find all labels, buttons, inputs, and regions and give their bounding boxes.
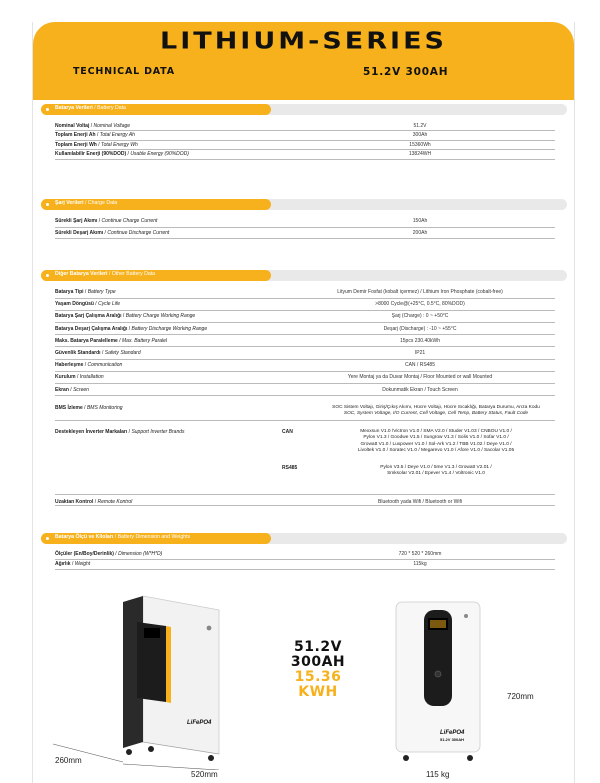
table-row [55,347,555,359]
table-row [55,131,555,141]
row-label: Ekran / Screen [55,384,285,396]
row-value: Deşarj (Discharge) : -10 ~ +55°C [285,323,555,335]
charge-data-table [55,216,555,239]
header-banner [33,22,574,100]
row-label: Toplam Enerji Wh / Total Energy Wh [55,140,285,150]
row-value: 51.2V [285,121,555,131]
table-row [55,323,555,335]
row-label: Batarya Deşarj Çalışma Aralığı / Battery Discharge Working Range [55,323,285,335]
remote-table [55,494,555,506]
row-label: Güvenlik Standardı / Safety Standard [55,347,285,359]
row-value: Lityum Demir Fosfat (kobalt içermez) / Lithium Iron Phosphate (cobalt-free) [285,286,555,298]
table-row [55,150,555,160]
section-title-en: Charge Data [87,200,118,206]
row-label: Ağırlık / Weight [55,559,285,569]
rs485-label: RS485 [282,465,298,471]
section-title-tr: Batarya Verileri [55,105,93,111]
brand-line: Growatt V1.0 / Luxpower V1.0 / Sol-Ark V1.2 / TBB V1.02 / Deye V1.0 / [360,441,512,447]
bms-label: BMS İzleme / BMS Monitoring [55,405,123,411]
row-label: Kurulum / Installation [55,371,285,383]
battery-data-table [55,121,555,160]
row-value: 15360Wh [285,140,555,150]
battery-unit-front [388,600,488,770]
can-brands [317,429,555,455]
brand-line: Pylon V3.5 / Deye V1.0 / 5me V1.3 / Growatt V2.01 / [380,465,492,470]
row-value: 13824WH [285,150,555,160]
section-other-data: Diğer Batarya Verileri / Other Battery Data [41,270,567,281]
table-row [55,371,555,383]
bms-value: SOC Sistem Voltajı, Giriş/Çıkış Akımı, Hücre Voltajı, Hücre Sıcaklığı, Batarya Durumu, Arıza Kodu SOC, System Voltage, I/O Current, Cell Voltage, Cell Temp, Battery Status, Fault Code [332,405,540,417]
bms-inverter-block [55,403,555,495]
table-row [55,384,555,396]
table-row [55,359,555,371]
section-title-tr: Diğer Batarya Verileri [55,271,108,277]
headline-spec [283,640,353,700]
dimension-table [55,549,555,570]
can-label: CAN [282,429,293,435]
row-value: 115kg [285,559,555,569]
section-charge-data: Şarj Verileri / Charge Data [41,199,567,210]
section-dimension: Batarya Ölçü ve Kiloları / Battery Dimension and Weights [41,533,567,544]
row-label: Sürekli Şarj Akımı / Continue Charge Current [55,216,285,227]
brand-line: Pylon V1.3 / Goodwe V1.5 / Sungrow V1.3 / Solis V1.0 / Sofar V1.0 / [363,435,509,441]
row-value: Dokunmatik Ekran / Touch Screen [285,384,555,396]
brand-line: Livoltek V1.0 / Soratec V1.0 / Megarevo V1.0 / Afore V1.0 / Sacolar V1.05 [357,448,515,454]
spec-line: KWH [298,684,338,700]
row-value: Şarj (Charge) : 0 ~ +50°C [285,310,555,322]
section-title-en: Battery Dimension and Weights [117,534,191,540]
table-row [55,216,555,227]
row-value: IP21 [285,347,555,359]
row-label: Ölçüler (En/Boy/Derinlik) / Dimension (W*H*D) [55,549,285,559]
section-title-en: Battery Data [97,105,126,111]
datasheet [32,22,575,783]
row-value: 720 * 520 * 260mm [285,549,555,559]
spec-line: 15.36 [294,669,342,685]
row-label: Kullanılabilir Enerji (90%DOD) / Usable Energy (90%DOD) [55,150,285,160]
row-label: Batarya Tipi / Battery Type [55,286,285,298]
brand-line: Smksolar V2.01 / Epever V1.4 / Voltronic V1.0 [387,471,485,477]
product-brand-right: LiFePO4 [440,730,465,736]
row-label: Batarya Şarj Çalışma Aralığı / Battery Charge Working Range [55,310,285,322]
spec-line: 51.2V [294,639,342,655]
width-label: 520mm [191,770,218,779]
table-row [55,140,555,150]
table-row: Uzaktan Kontrol / Remote Kontrol Bluetooth yada Wifi / Bluetooth or Wifi [55,495,555,506]
inverter-label: Destekleyen İnverter Markaları / Support Inverter Brands [55,429,185,435]
row-label: Toplam Enerji Ah / Total Energy Ah [55,131,285,141]
row-value: >8000 Cycle@(+25°C, 0.5°C, 80%DOD) [285,298,555,310]
row-label: Sürekli Deşarj Akımı / Continue Discharge Current [55,227,285,238]
page-title: LITHIUM-SERIES [160,28,447,55]
table-row [55,286,555,298]
table-row [55,227,555,238]
brand-line: Mexxsun V1.0 /Victron V1.0 / SMA V2.0 / Studer V1.03 / CNBOU V1.0 / [360,429,512,434]
product-brand-left: LiFePO4 [187,720,212,726]
section-title-en: Other Battery Data [111,271,156,277]
table-row [55,559,555,569]
row-label: Haberleşme / Communication [55,359,285,371]
table-row [55,310,555,322]
rs485-brands [317,465,555,478]
other-data-table [55,286,555,396]
row-label: Nominal Voltaj / Nominal Voltage [55,121,285,131]
header-technical-data: TECHNICAL DATA [73,66,175,77]
section-title-tr: Batarya Ölçü ve Kiloları [55,534,114,540]
header-model: 51.2V 300AH [363,66,449,78]
row-label: Maks. Batarya Paralelleme / Max. Battery Paralel [55,335,285,347]
spec-line: 300AH [290,654,346,670]
row-value: CAN / RS485 [285,359,555,371]
battery-unit-angled [43,592,233,770]
height-label: 720mm [507,692,534,701]
product-visual [33,592,574,782]
row-value: 200Ah [285,227,555,238]
row-value: Yere Montaj ya da Duvar Montaj / Floor Mounted or wall Mounted [285,371,555,383]
product-spec-right: 51.2V 300AH [440,737,465,742]
section-title-tr: Şarj Verileri [55,200,84,206]
depth-label: 260mm [55,756,82,765]
section-battery-data: Batarya Verileri / Battery Data [41,104,567,115]
row-value: 15pcs 230.40kWh [285,335,555,347]
weight-label: 115 kg [426,770,450,779]
row-value: 150Ah [285,216,555,227]
table-row [55,121,555,131]
row-label: Yaşam Döngüsü / Cycle Life [55,298,285,310]
table-row [55,298,555,310]
table-row [55,335,555,347]
table-row [55,549,555,559]
row-value: 300Ah [285,131,555,141]
